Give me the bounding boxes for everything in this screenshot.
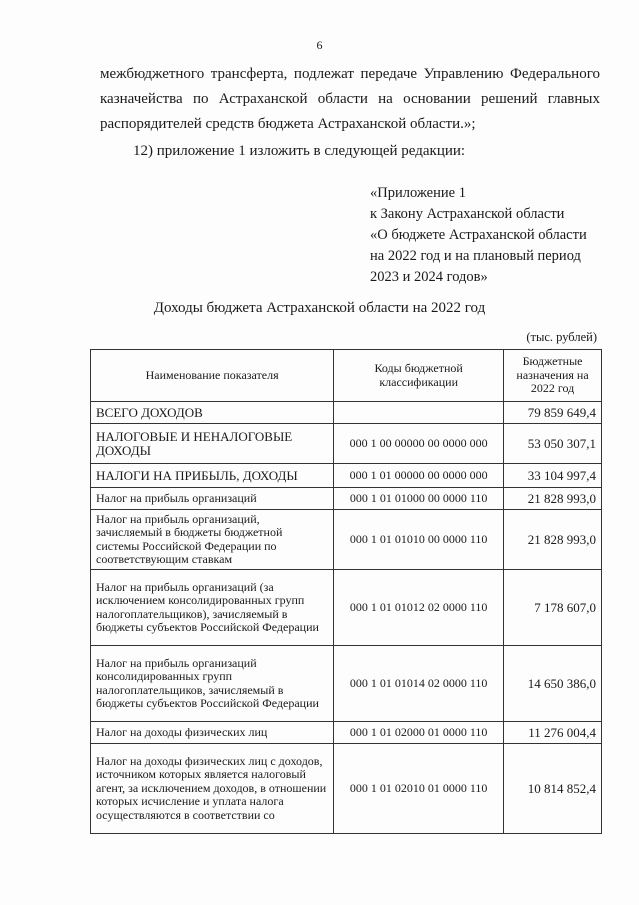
table-row bbox=[91, 510, 602, 570]
row-value: 79 859 649,4 bbox=[504, 402, 602, 424]
row-name: Налог на прибыль организаций (за исключением консолидированных групп налогоплательщиков), зачисляемый в бюджеты субъектов Российской Федерации bbox=[91, 570, 334, 646]
table-row bbox=[91, 488, 602, 510]
row-name: НАЛОГОВЫЕ И НЕНАЛОГОВЫЕ ДОХОДЫ bbox=[91, 424, 334, 464]
row-value: 7 178 607,0 bbox=[504, 570, 602, 646]
row-name: Налог на прибыль организаций bbox=[91, 488, 334, 510]
paragraph-line: распорядителей средств бюджета Астраханской области.»; bbox=[100, 116, 476, 132]
header-name: Наименование показателя bbox=[91, 350, 334, 402]
row-value: 21 828 993,0 bbox=[504, 488, 602, 510]
row-name: НАЛОГИ НА ПРИБЫЛЬ, ДОХОДЫ bbox=[91, 464, 334, 488]
row-code: 000 1 01 01010 00 0000 110 bbox=[334, 510, 504, 570]
units-label: (тыс. рублей) bbox=[526, 330, 597, 344]
row-name: Налог на доходы физических лиц bbox=[91, 722, 334, 744]
table-row bbox=[91, 570, 602, 646]
table-row bbox=[91, 744, 602, 834]
table-row bbox=[91, 424, 602, 464]
row-code: 000 1 01 01012 02 0000 110 bbox=[334, 570, 504, 646]
row-code: 000 1 00 00000 00 0000 000 bbox=[334, 424, 504, 464]
appendix-line: к Закону Астраханской области bbox=[370, 206, 565, 222]
row-name: Налог на доходы физических лиц с доходов, источником которых является налоговый агент, за исключением доходов, в отношении которых исчисление и уплата налога осуществляются в соответствии со bbox=[91, 744, 334, 834]
appendix-line: «Приложение 1 bbox=[370, 185, 466, 201]
row-code bbox=[334, 402, 504, 424]
amendment-item: 12) приложение 1 изложить в следующей редакции: bbox=[133, 143, 466, 159]
table-row bbox=[91, 646, 602, 722]
table-row bbox=[91, 722, 602, 744]
appendix-line: на 2022 год и на плановый период bbox=[370, 248, 581, 264]
row-value: 10 814 852,4 bbox=[504, 744, 602, 834]
row-name: Налог на прибыль организаций, зачисляемый в бюджеты бюджетной системы Российской Федерации по соответствующим ставкам bbox=[91, 510, 334, 570]
header-value: Бюджетные назначения на 2022 год bbox=[504, 350, 602, 402]
table-title: Доходы бюджета Астраханской области на 2022 год bbox=[153, 300, 486, 316]
header-code: Коды бюджетной классификации bbox=[334, 350, 504, 402]
appendix-line: «О бюджете Астраханской области bbox=[370, 227, 587, 243]
row-code: 000 1 01 02000 01 0000 110 bbox=[334, 722, 504, 744]
row-value: 33 104 997,4 bbox=[504, 464, 602, 488]
row-code: 000 1 01 01014 02 0000 110 bbox=[334, 646, 504, 722]
revenue-table bbox=[90, 349, 602, 834]
row-value: 21 828 993,0 bbox=[504, 510, 602, 570]
row-value: 11 276 004,4 bbox=[504, 722, 602, 744]
body-text bbox=[100, 62, 600, 164]
table-row bbox=[91, 402, 602, 424]
row-code: 000 1 01 00000 00 0000 000 bbox=[334, 464, 504, 488]
row-code: 000 1 01 01000 00 0000 110 bbox=[334, 488, 504, 510]
row-name: Налог на прибыль организаций консолидированных групп налогоплательщиков, зачисляемый в бюджеты субъектов Российской Федерации bbox=[91, 646, 334, 722]
page-number: 6 bbox=[316, 38, 323, 52]
row-value: 53 050 307,1 bbox=[504, 424, 602, 464]
row-value: 14 650 386,0 bbox=[504, 646, 602, 722]
appendix-heading bbox=[370, 183, 620, 288]
table-row bbox=[91, 464, 602, 488]
row-name: ВСЕГО ДОХОДОВ bbox=[91, 402, 334, 424]
paragraph-line: казначейства по Астраханской области на основании решений главных bbox=[100, 91, 600, 107]
paragraph-line: межбюджетного трансферта, подлежат передаче Управлению Федерального bbox=[100, 66, 600, 82]
row-code: 000 1 01 02010 01 0000 110 bbox=[334, 744, 504, 834]
appendix-line: 2023 и 2024 годов» bbox=[370, 269, 488, 285]
